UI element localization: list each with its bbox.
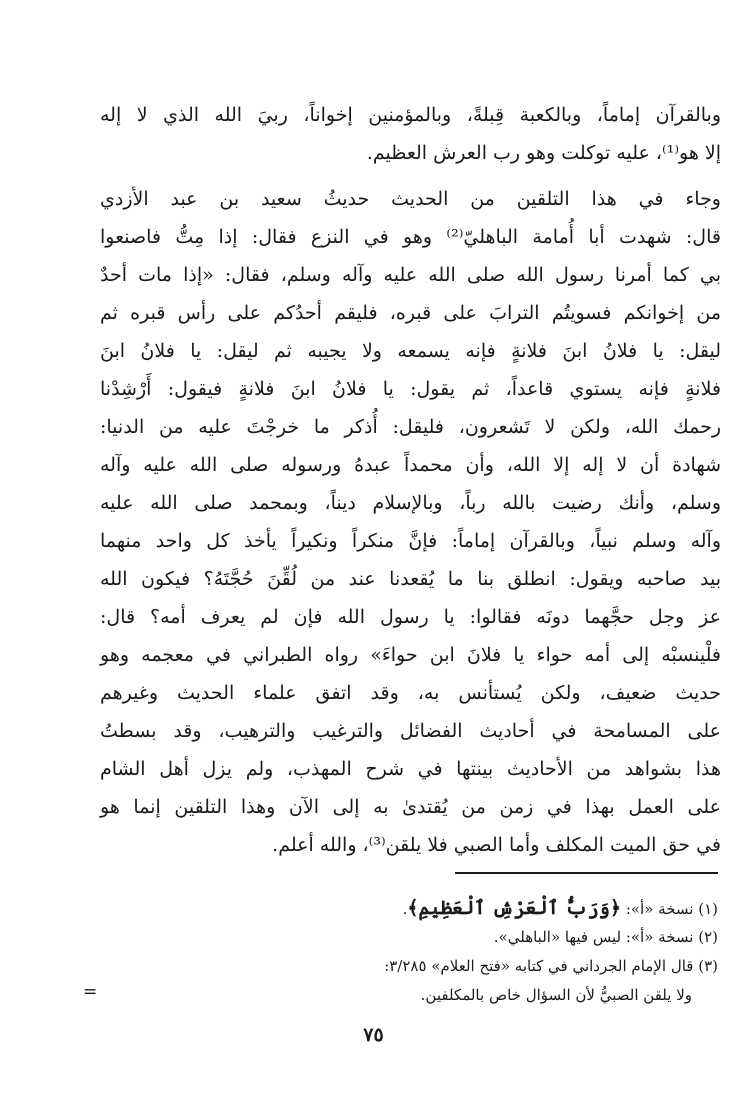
page-number: ٧٥ (363, 1024, 384, 1046)
footnote-3: (٣) قال الإمام الجرداني في كتابه «فتح العلام» ٣/٢٨٥: (384, 957, 718, 975)
text-line: في حق الميت المكلف وأما الصبي فلا يلقن⁽³⁾، والله أعلم. (272, 834, 721, 856)
text-line: فلانةٍ فإنه يستوي قاعداً، ثم يقول: يا فلانُ ابنَ فلانةٍ فيقول: أَرْشِدْنا (100, 378, 721, 400)
footnote-divider (455, 872, 718, 874)
text-line: ليقل: يا فلانُ ابنَ فلانةٍ فإنه يسمعه ولا يجيبه ثم ليقل: يا فلانُ ابنَ (100, 340, 721, 362)
text-line: شهادة أن لا إله إلا الله، وأن محمداً عبدهُ ورسوله صلى الله عليه وآله (100, 454, 721, 476)
footnote-1 (240, 894, 718, 923)
text-line: من إخوانكم فسويتُم الترابَ على قبره، فليقم أحدُكم على رأس قبره ثم (100, 302, 721, 324)
text-line: وآله وسلم نبياً، وبالقرآن إماماً: فإنَّ منكراً ونكيراً يأخذ كل واحد منهما (100, 530, 721, 552)
text-line: على المسامحة في أحاديث الفضائل والترغيب والترهيب، وقد بسطتُ (100, 720, 721, 742)
main-text (100, 96, 721, 864)
text-line: بيد صاحبه ويقول: انطلق بنا ما يُقعدنا عند من لُقِّنَ حُجَّتَهُ؟ فيكون الله (100, 568, 721, 590)
text-line: فلْينسبْه إلى أمه حواء يا فلانَ ابن حواءَ» رواه الطبراني في معجمه وهو (100, 644, 721, 666)
continuation-mark: = (83, 982, 98, 1002)
text-line: على العمل بهذا في زمن من يُقتدىٰ به إلى الآن وهذا التلقين إنما هو (100, 796, 721, 818)
footnotes (240, 894, 718, 1010)
text-line: هذا بشواهد من الأحاديث بينتها في شرح المهذب، ولم يزل أهل الشام (100, 758, 721, 780)
text-line: رحمك الله، ولكن لا تَشعرون، فليقل: أُذكر ما خرجْتَ عليه من الدنيا: (100, 416, 721, 438)
footnote-1-end: . (402, 900, 408, 918)
footnote-1-quote: ﴿وَرَبُّ ٱلْعَرْشِ ٱلْعَظِيمِ﴾ (407, 897, 622, 919)
text-line: قال: شهدت أبا أُمامة الباهليّ⁽²⁾ وهو في النزع فقال: إذا مِتُّ فاصنعوا (100, 226, 721, 248)
footnote-2: (٢) نسخة «أ»: ليس فيها «الباهلي». (493, 928, 718, 946)
text-line: بي كما أمرنا رسول الله صلى الله عليه وآله وسلم، فقال: «إذا مات أحدٌ (100, 264, 721, 286)
text-line: إلا هو⁽¹⁾، عليه توكلت وهو رب العرش العظيم. (366, 142, 721, 164)
text-line: عز وجل حجَّهما دونَه فقالوا: يا رسول الله فإن لم يعرف أمه؟ قال: (100, 606, 721, 628)
footnote-3-continuation: ولا يلقن الصبيُّ لأن السؤال خاص بالمكلفين. (420, 986, 692, 1004)
text-line: حديث ضعيف، ولكن يُستأنس به، وقد اتفق علماء الحديث وغيرهم (100, 682, 721, 704)
text-line: وسلم، وأنك رضيت بالله رباً، وبالإسلام ديناً، وبمحمد صلى الله عليه (100, 492, 721, 514)
text-line: وجاء في هذا التلقين من الحديث حديثُ سعيد بن عبد الأزدي (100, 188, 721, 210)
text-line: وبالقرآن إماماً، وبالكعبة قِبلةً، وبالمؤمنين إخواناً، ربيَ الله الذي لا إله (100, 104, 721, 126)
footnote-1-label: (١) نسخة «أ»: (625, 900, 718, 918)
